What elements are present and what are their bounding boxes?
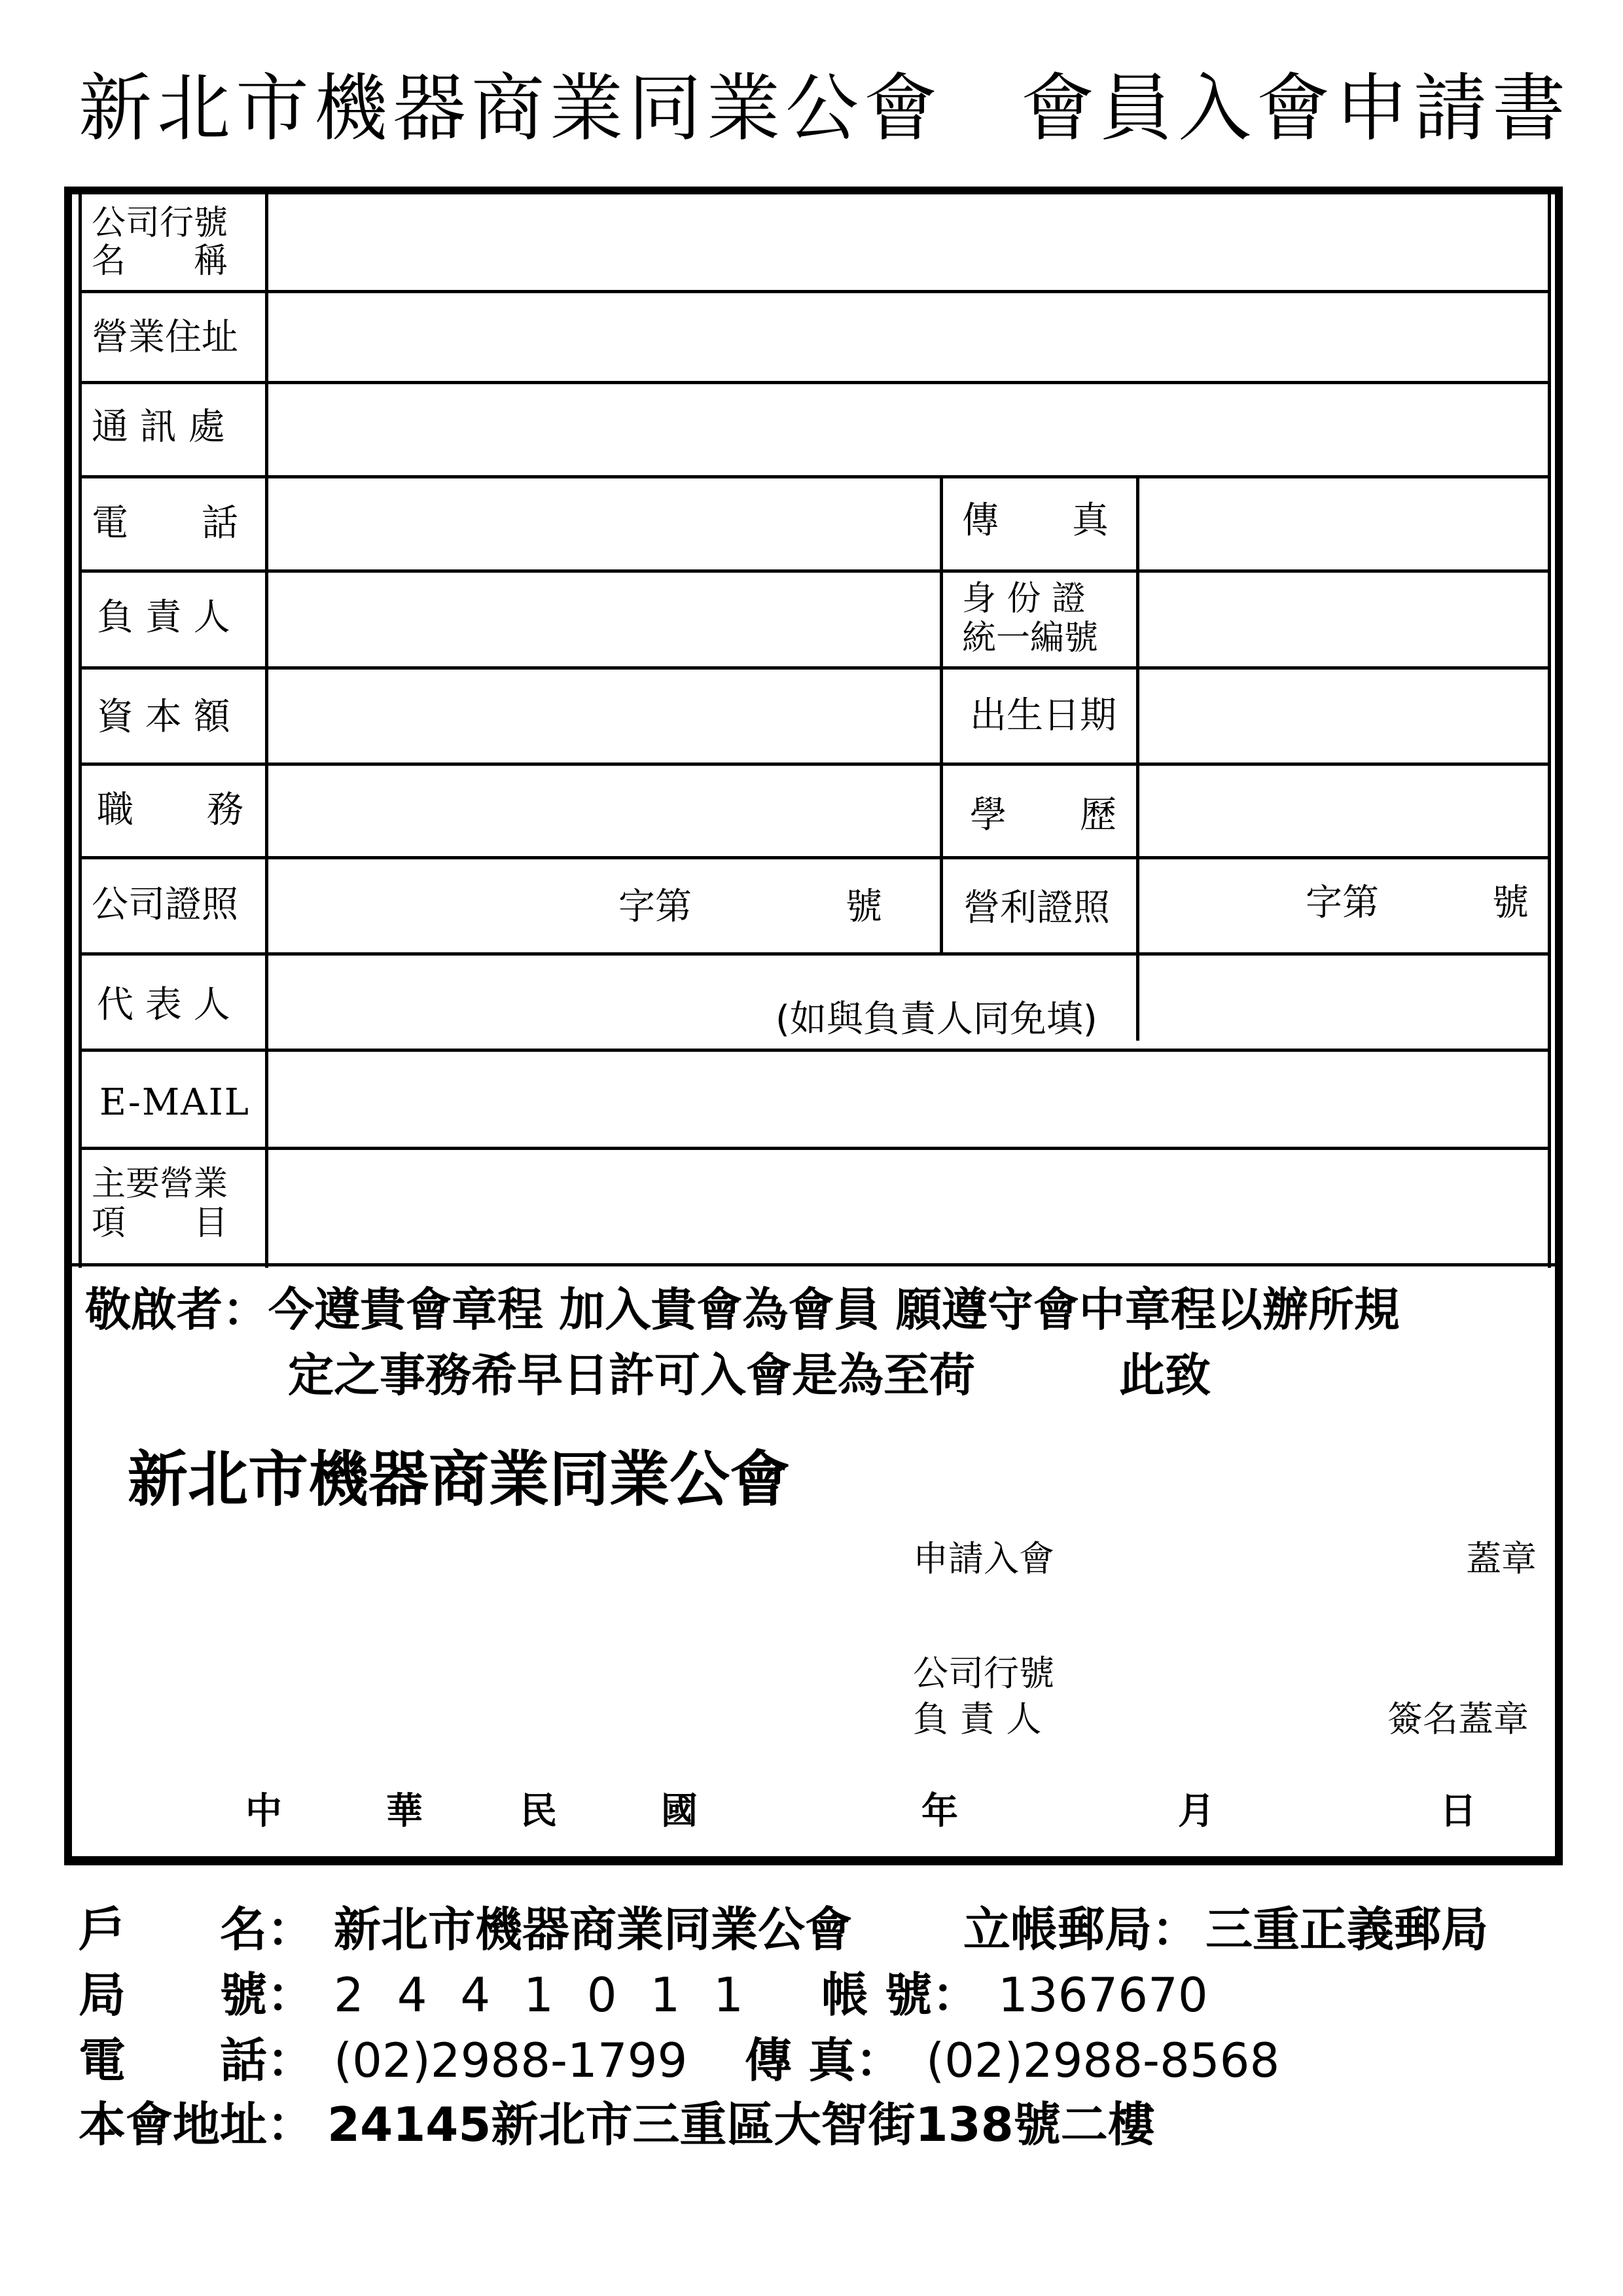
fax-field[interactable] [1142,480,1544,567]
row-divider [79,666,1551,670]
fax-number: (02)2988-8568 [926,2033,1280,2088]
company-name-label-1: 公司行號 [92,204,228,243]
table-bottom-border [72,1263,1558,1266]
phone-field[interactable] [270,480,937,567]
mailing-address-label: 通 訊 處 [92,406,225,448]
phone-footer-label: 電 話： [79,2033,315,2088]
company-license-zi: 字第 [618,886,692,928]
address-label: 本會地址： [79,2097,315,2152]
representative-field[interactable] [270,957,1133,1046]
owner-field[interactable] [270,574,937,664]
date-min: 民 [520,1790,557,1833]
row-divider [79,1049,1551,1052]
declaration-line-1: 敬啟者：今遵貴會章程 加入貴會為會員 願遵守會中章程以辦所規 [85,1283,1400,1336]
business-license-label: 營利證照 [963,887,1110,929]
id-label-2: 統一編號 [962,619,1099,658]
email-field[interactable] [270,1053,1546,1144]
company-name-label-2: 名 稱 [92,242,228,281]
stamp-label: 蓋章 [1466,1538,1537,1579]
business-license-zi: 字第 [1306,882,1379,924]
phone-number: (02)2988-1799 [334,2033,688,2088]
date-zhong: 中 [245,1790,282,1833]
address: 24145新北市三重區大智街138號二樓 [327,2097,1155,2152]
birthdate-label: 出生日期 [970,694,1116,737]
account-name: 新北市機器商業同業公會 [334,1902,853,1957]
company-license-field[interactable] [270,861,937,950]
association-title: 新北市機器商業同業公會 [79,66,942,151]
business-address-field[interactable] [270,295,1546,378]
row-divider [79,952,1551,956]
account-label: 帳 號： [821,1967,980,2022]
row-divider [79,381,1551,384]
row-divider [79,856,1551,859]
capital-field[interactable] [270,671,937,760]
fax-label: 傳 真 [962,499,1109,542]
main-business-field[interactable] [270,1151,1546,1261]
date-guo: 國 [661,1790,698,1833]
main-business-label-2: 項 目 [92,1204,228,1243]
fax-footer-label: 傳 真： [745,2033,903,2088]
company-name-field[interactable] [270,198,1546,288]
apply-label: 申請入會 [913,1538,1054,1579]
row-divider [79,1147,1551,1150]
declaration-line-2: 定之事務希早日許可入會是為至荷 [288,1348,975,1402]
business-address-label: 營業住址 [92,316,238,359]
business-license-hao: 號 [1492,882,1529,924]
position-field[interactable] [270,767,937,853]
row-divider [79,475,1551,478]
phone-label: 電 話 [92,502,238,545]
post-office: 三重正義郵局 [1205,1902,1489,1957]
date-day: 日 [1440,1790,1476,1833]
representative-note: (如與負責人同免填) [776,998,1097,1041]
form-title: 會員入會申請書 [1021,66,1571,151]
business-license-field[interactable] [1142,861,1544,950]
education-field[interactable] [1142,767,1544,853]
mid-label-divider-right [1136,478,1139,1041]
declaration-closing: 此致 [1119,1348,1211,1402]
main-business-label-1: 主要營業 [92,1164,228,1204]
owner-label: 負 責 人 [97,596,230,639]
id-field[interactable] [1142,574,1544,664]
capital-label: 資 本 額 [97,696,230,738]
date-month: 月 [1178,1790,1215,1833]
company-license-hao: 號 [846,886,882,928]
row-divider [79,762,1551,766]
bureau-number: 2 4 4 1 0 1 1 [334,1967,753,2022]
owner-sign-label: 負 責 人 [913,1698,1042,1740]
birthdate-field[interactable] [1142,671,1544,760]
account-name-label: 戶 名： [79,1902,315,1957]
addressee: 新北市機器商業同業公會 [128,1444,791,1515]
position-label: 職 務 [97,789,243,831]
mid-label-divider-left [940,478,943,956]
mailing-address-field[interactable] [270,386,1546,473]
date-hua: 華 [386,1790,423,1833]
education-label: 學 歷 [970,794,1116,836]
id-label-1: 身 份 證 [962,579,1086,619]
company-sign-label: 公司行號 [913,1653,1054,1694]
representative-label: 代 表 人 [97,984,230,1026]
row-divider [79,290,1551,293]
company-license-label: 公司證照 [92,884,238,926]
label-column-divider [265,194,268,1268]
sign-stamp-label: 簽名蓋章 [1387,1698,1529,1740]
email-label: E-MAIL [99,1081,250,1124]
table-left-border [79,194,82,1268]
post-office-label: 立帳郵局： [963,1902,1200,1957]
account-number: 1367670 [998,1967,1208,2022]
table-right-border [1548,194,1551,1268]
bureau-label: 局 號： [79,1967,315,2022]
date-year: 年 [921,1790,958,1833]
row-divider [79,569,1551,573]
